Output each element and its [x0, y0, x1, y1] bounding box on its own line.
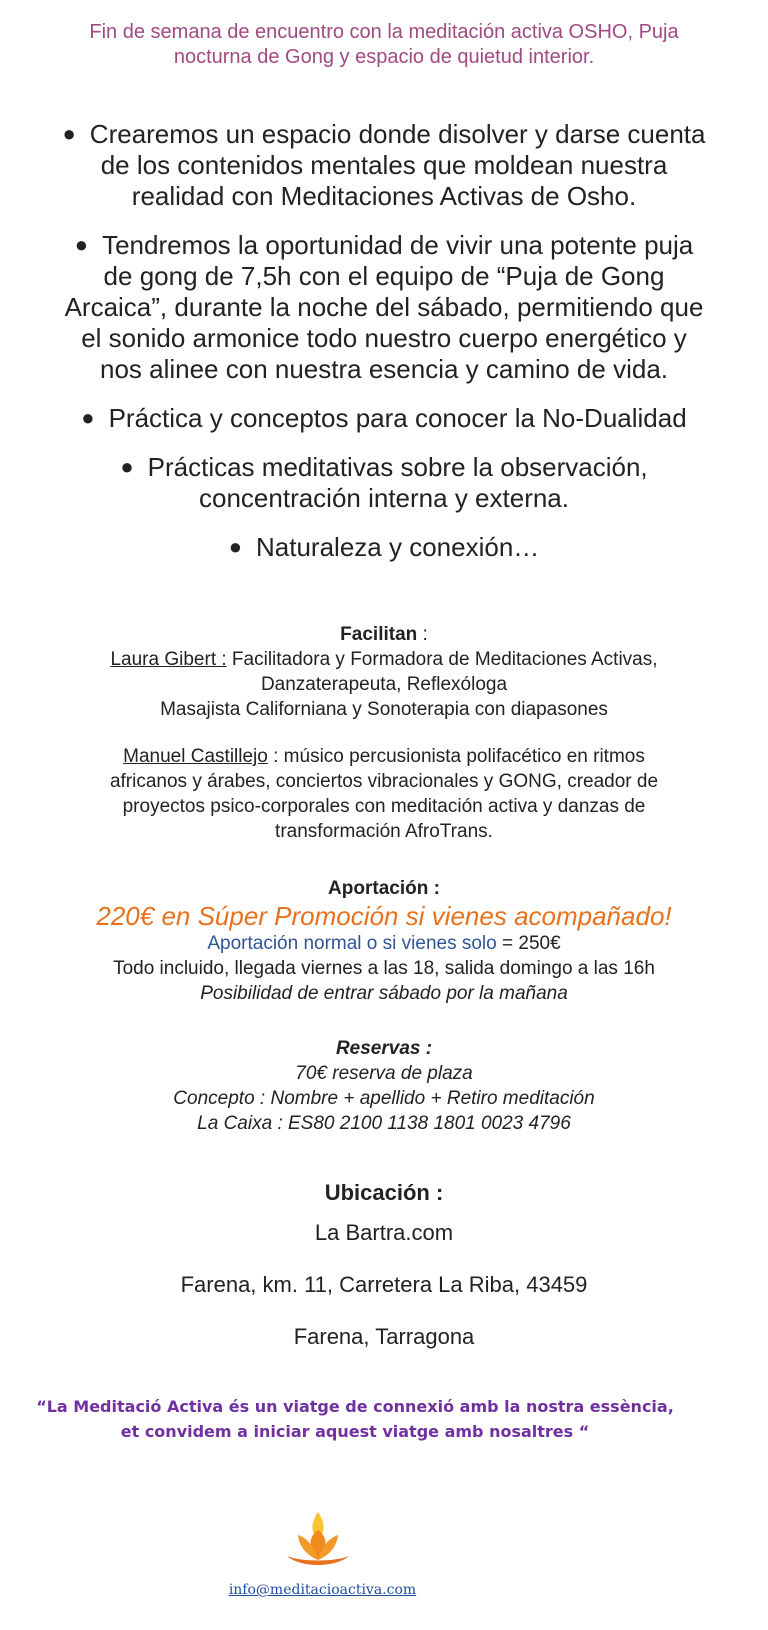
price-heading: Aportación : [328, 878, 440, 899]
facilitator-bio-line: proyectos psico-corporales con meditación activa y danzas de [122, 796, 646, 817]
quote-line: “La Meditació Activa és un viatge de connexió amb la nostra essència, [36, 1397, 674, 1416]
list-item-line: Prácticas meditativas sobre la observación, [147, 452, 648, 482]
bullet-icon: ● [81, 405, 95, 430]
list-item [0, 402, 768, 434]
list-item [0, 451, 768, 514]
facilitator-bio-line: Danzaterapeuta, Reflexóloga [260, 674, 508, 695]
normal-price-label: Aportación normal o si vienes solo [207, 933, 497, 954]
reservation-deposit: 70€ reserva de plaza [295, 1063, 473, 1084]
facilitator-bio-line: : músico percusionista polifacético en ritmos [267, 746, 645, 767]
bullet-icon: ● [74, 232, 89, 257]
list-item-line: realidad con Meditaciones Activas de Osho. [131, 181, 637, 211]
bullet-icon: ● [228, 534, 243, 559]
list-item [0, 229, 768, 385]
list-item-line: Crearemos un espacio donde disolver y darse cuenta [89, 119, 706, 149]
list-item-line: Tendremos la oportunidad de vivir una potente puja [102, 230, 694, 260]
facilitator-bio-line: transformación AfroTrans. [275, 821, 493, 842]
list-item-line: Práctica y conceptos para conocer la No-Dualidad [108, 403, 687, 433]
quote-line: et convidem a iniciar aquest viatge amb nosaltres “ [120, 1422, 590, 1441]
facilitator-name-laura: Laura Gibert : [110, 649, 227, 670]
list-item-line: el sonido armonice todo nuestro cuerpo energético y [81, 323, 687, 353]
facilitators-section [0, 622, 768, 844]
promo-price: 220€ en Súper Promoción si vienes acompañado! [96, 901, 672, 931]
activity-list [0, 118, 768, 580]
location-city: Farena, Tarragona [293, 1324, 475, 1349]
facilitator-bio-line: africanos y árabes, conciertos vibracionales y GONG, creador de [109, 771, 659, 792]
lotus-flame-icon [283, 1510, 353, 1570]
saturday-entry-text: Posibilidad de entrar sábado por la mañana [200, 983, 568, 1004]
reservation-heading: Reservas : [335, 1038, 433, 1059]
facilitators-heading-colon: : [417, 624, 428, 645]
list-item-line: concentración interna y externa. [199, 483, 569, 513]
list-item [0, 118, 768, 212]
reservation-section [0, 1036, 768, 1136]
location-section [0, 1180, 768, 1376]
list-item-line: de los contenidos mentales que moldean nuestra [100, 150, 668, 180]
intro-line: nocturna de Gong y espacio de quietud interior. [173, 46, 595, 68]
facilitator-name-manuel: Manuel Castillejo [123, 746, 268, 767]
bullet-icon: ● [62, 121, 76, 146]
location-place: La Bartra.com [314, 1220, 454, 1245]
list-item-line: nos alinee con nuestra esencia y camino de vida. [99, 354, 668, 384]
list-item [0, 531, 768, 563]
price-section [0, 876, 768, 1006]
list-item-line: Arcaica”, durante la noche del sábado, permitiendo que [64, 292, 704, 322]
normal-price-value: = 250€ [496, 933, 561, 954]
reservation-concept: Concepto : Nombre + apellido + Retiro meditación [173, 1088, 595, 1109]
list-item-line: de gong de 7,5h con el equipo de “Puja de Gong [103, 261, 665, 291]
facilitators-heading: Facilitan [340, 624, 418, 645]
intro-line: Fin de semana de encuentro con la meditación activa OSHO, Puja [89, 21, 679, 43]
list-item-line: Naturaleza y conexión… [256, 532, 540, 562]
facilitator-bio-line: Facilitadora y Formadora de Meditaciones Activas, [226, 649, 658, 670]
bullet-icon: ● [120, 454, 134, 479]
included-text: Todo incluido, llegada viernes a las 18, salida domingo a las 16h [113, 958, 655, 979]
intro-text [0, 20, 768, 70]
facilitator-bio-line: Masajista Californiana y Sonoterapia con diapasones [160, 699, 608, 720]
location-address: Farena, km. 11, Carretera La Riba, 43459 [180, 1272, 588, 1297]
reservation-bank-account: La Caixa : ES80 2100 1138 1801 0023 4796 [197, 1113, 571, 1134]
closing-quote [0, 1394, 710, 1444]
email-link[interactable]: info@meditacioactiva.com [228, 1582, 417, 1598]
location-heading: Ubicación : [324, 1180, 444, 1205]
